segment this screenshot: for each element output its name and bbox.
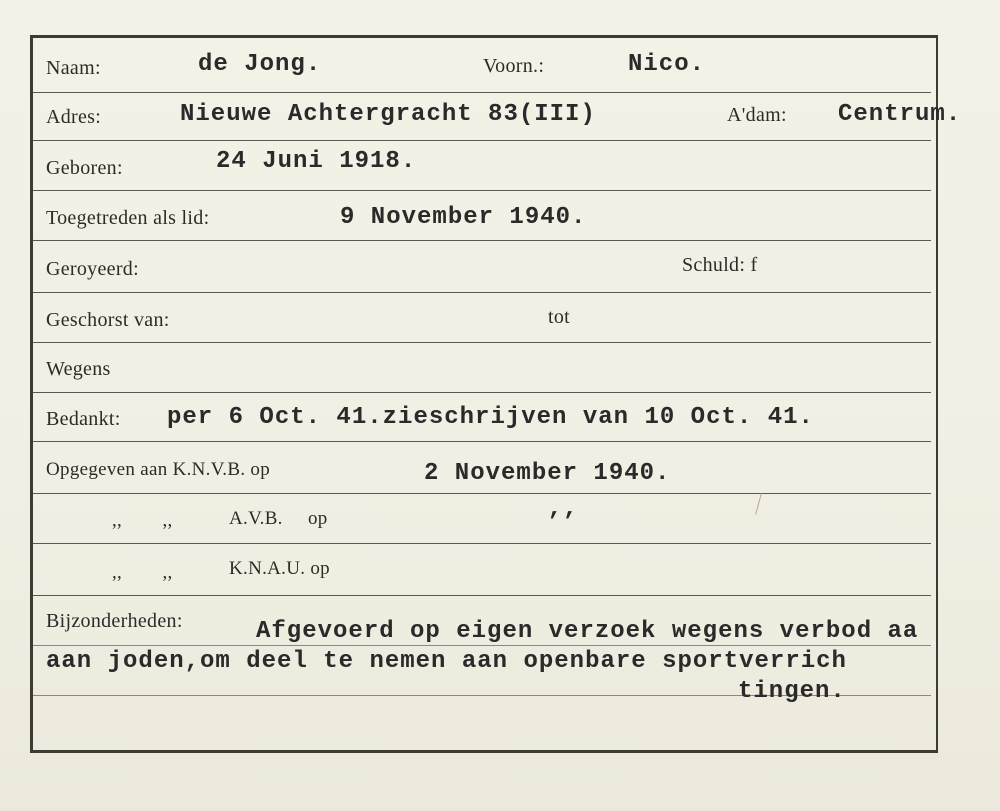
rule-line bbox=[33, 190, 931, 191]
bijzonderheden-line-2: aan joden,om deel te nemen aan openbare sportverrich bbox=[46, 648, 847, 675]
knau-label: K.N.A.U. op bbox=[229, 558, 330, 579]
bijzonderheden-line-3: tingen. bbox=[738, 678, 846, 705]
geboren-value: 24 Juni 1918. bbox=[216, 148, 417, 175]
rule-line bbox=[33, 140, 931, 141]
rule-line bbox=[33, 392, 931, 393]
naam-value: de Jong. bbox=[198, 51, 322, 78]
schuld-label: Schuld: f bbox=[682, 254, 758, 276]
wegens-label: Wegens bbox=[46, 358, 111, 380]
bedankt-label: Bedankt: bbox=[46, 408, 121, 430]
adam-value: Centrum. bbox=[838, 101, 962, 128]
voorn-value: Nico. bbox=[628, 51, 706, 78]
opgegeven-label: Opgegeven aan K.N.V.B. op bbox=[46, 459, 271, 480]
voorn-label: Voorn.: bbox=[483, 55, 545, 77]
avb-ditto-marks: ,, ,, bbox=[112, 510, 173, 531]
bijzonderheden-line-1: Afgevoerd op eigen verzoek wegens verbod aa bbox=[256, 618, 919, 645]
rule-line bbox=[33, 543, 931, 544]
rule-line bbox=[33, 342, 931, 343]
opgegeven-value: 2 November 1940. bbox=[424, 460, 671, 487]
rule-line bbox=[33, 493, 931, 494]
rule-line bbox=[33, 645, 931, 646]
rule-line bbox=[33, 92, 931, 93]
toegetreden-value: 9 November 1940. bbox=[340, 204, 587, 231]
toegetreden-label: Toegetreden als lid: bbox=[46, 207, 210, 229]
adres-label: Adres: bbox=[46, 106, 102, 128]
bedankt-value: per 6 Oct. 41.zieschrijven van 10 Oct. 41. bbox=[167, 404, 814, 431]
rule-line bbox=[33, 595, 931, 596]
avb-ditto-value: ‚‚ bbox=[547, 495, 578, 522]
geschorst-label: Geschorst van: bbox=[46, 309, 170, 331]
rule-line bbox=[33, 240, 931, 241]
adres-value: Nieuwe Achtergracht 83(III) bbox=[180, 101, 596, 128]
tot-label: tot bbox=[548, 306, 571, 328]
naam-label: Naam: bbox=[46, 57, 101, 79]
avb-label: A.V.B. op bbox=[229, 508, 328, 529]
geroyeerd-label: Geroyeerd: bbox=[46, 258, 139, 280]
rule-line bbox=[33, 292, 931, 293]
rule-line bbox=[33, 441, 931, 442]
adam-label: A'dam: bbox=[727, 104, 787, 126]
knau-ditto-marks: ,, ,, bbox=[112, 562, 173, 583]
geboren-label: Geboren: bbox=[46, 157, 123, 179]
bijzonderheden-label: Bijzonderheden: bbox=[46, 610, 183, 632]
